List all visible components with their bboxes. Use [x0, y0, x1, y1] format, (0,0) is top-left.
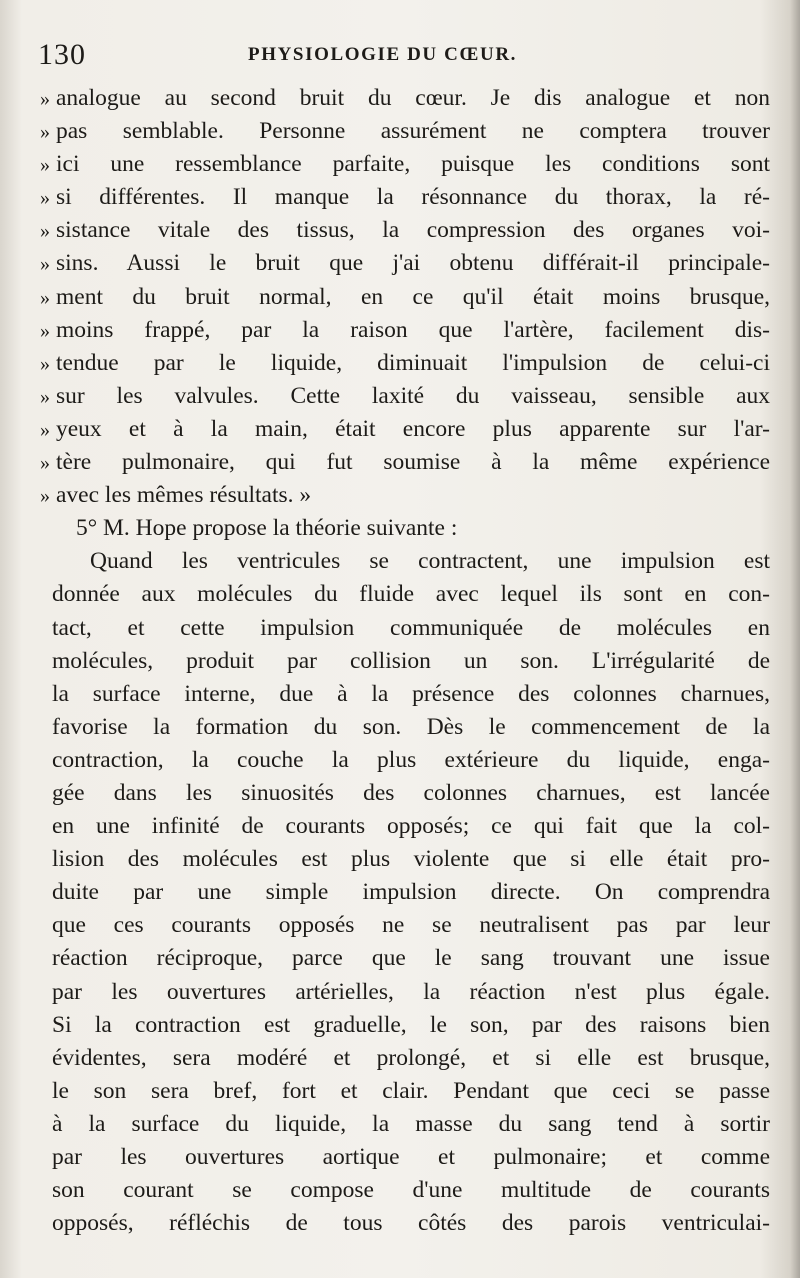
- page-header: [38, 36, 758, 72]
- page-gutter-shadow: [790, 0, 800, 1278]
- line-text: que ces courants opposés ne se neutralisent pas par leur: [52, 912, 770, 939]
- line-text: sins. Aussi le bruit que j'ai obtenu différait-il principale-: [56, 250, 770, 277]
- line-text: gée dans les sinuosités des colonnes charnues, est lancée: [52, 779, 770, 806]
- line-text: sur les valvules. Cette laxité du vaisseau, sensible aux: [56, 382, 770, 409]
- line-text: réaction réciproque, parce que le sang trouvant une issue: [52, 945, 770, 972]
- text-line: [40, 1141, 770, 1174]
- line-text: lision des molécules est plus violente que si elle était pro-: [52, 846, 770, 873]
- line-text: molécules, produit par collision un son. L'irrégularité de: [52, 647, 770, 674]
- page-number: 130: [38, 38, 86, 71]
- line-text: opposés, réfléchis de tous côtés des parois ventriculai-: [52, 1210, 770, 1237]
- line-text: sistance vitale des tissus, la compression des organes voi-: [56, 217, 770, 244]
- line-text: pas semblable. Personne assurément ne comptera trouver: [56, 118, 770, 145]
- quote-mark: »: [40, 452, 50, 475]
- text-line: [40, 612, 770, 645]
- line-text: ici une ressemblance parfaite, puisque les conditions sont: [56, 151, 770, 178]
- text-line: [40, 1207, 770, 1240]
- text-line: [40, 115, 770, 148]
- quote-mark: »: [40, 418, 50, 441]
- text-line: [40, 1009, 770, 1042]
- line-text: à la surface du liquide, la masse du sang tend à sortir: [52, 1110, 770, 1137]
- line-text: favorise la formation du son. Dès le commencement de la: [52, 713, 770, 740]
- text-line: [40, 678, 770, 711]
- line-text: analogue au second bruit du cœur. Je dis analogue et non: [56, 85, 770, 111]
- quote-mark: »: [40, 220, 50, 243]
- text-line: [40, 711, 770, 744]
- quote-mark: »: [40, 286, 50, 309]
- text-line: [40, 314, 770, 347]
- text-line: [40, 909, 770, 942]
- text-line: [40, 413, 770, 446]
- text-line: [40, 181, 770, 214]
- text-line: [40, 578, 770, 611]
- line-text: la surface interne, due à la présence des colonnes charnues,: [52, 680, 770, 707]
- line-text: Si la contraction est graduelle, le son, par des raisons bien: [52, 1011, 770, 1038]
- quote-mark: »: [40, 485, 50, 508]
- running-title: PHYSIOLOGIE DU CŒUR.: [248, 44, 517, 65]
- text-line: [40, 876, 770, 909]
- line-text: yeux et à la main, était encore plus apparente sur l'ar-: [56, 415, 770, 442]
- quote-mark: »: [40, 88, 50, 110]
- text-line: [40, 545, 770, 578]
- quote-mark: »: [40, 253, 50, 276]
- line-text: Quand les ventricules se contractent, une impulsion est: [90, 548, 770, 575]
- line-text: par les ouvertures aortique et pulmonaire; et comme: [52, 1144, 770, 1170]
- line-text: le son sera bref, fort et clair. Pendant que ceci se passe: [52, 1077, 770, 1104]
- line-text: en une infinité de courants opposés; ce qui fait que la col-: [52, 813, 770, 840]
- body-text: [40, 82, 770, 1240]
- line-text: moins frappé, par la raison que l'artère, facilement dis-: [56, 316, 770, 343]
- text-line: [40, 744, 770, 777]
- line-text: avec les mêmes résultats. »: [56, 482, 312, 509]
- line-text: tendue par le liquide, diminuait l'impulsion de celui-ci: [56, 349, 770, 376]
- line-text: 5° M. Hope propose la théorie suivante :: [76, 515, 458, 542]
- line-text: duite par une simple impulsion directe. On comprendra: [52, 879, 770, 906]
- quote-mark: »: [40, 319, 50, 342]
- text-line: [40, 1108, 770, 1141]
- line-text: contraction, la couche la plus extérieure du liquide, enga-: [52, 746, 770, 773]
- text-line: [40, 1075, 770, 1108]
- line-text: son courant se compose d'une multitude de courants: [52, 1177, 770, 1204]
- line-text: par les ouvertures artérielles, la réaction n'est plus égale.: [52, 978, 770, 1005]
- text-line: [40, 810, 770, 843]
- line-text: tère pulmonaire, qui fut soumise à la même expérience: [56, 449, 770, 476]
- text-line: [40, 214, 770, 247]
- quote-mark: »: [40, 154, 50, 177]
- text-line: [40, 247, 770, 280]
- text-line: [40, 1174, 770, 1207]
- quote-mark: »: [40, 385, 50, 408]
- text-line: [40, 1042, 770, 1075]
- text-line: [40, 347, 770, 380]
- text-line: [40, 281, 770, 314]
- text-line: [40, 446, 770, 479]
- text-line: [40, 479, 770, 512]
- text-line: [40, 942, 770, 975]
- text-line: [40, 82, 770, 115]
- line-text: évidentes, sera modéré et prolongé, et si elle est brusque,: [52, 1044, 770, 1071]
- quote-mark: »: [40, 121, 50, 144]
- text-line: [40, 380, 770, 413]
- text-line: [40, 148, 770, 181]
- text-line: [40, 645, 770, 678]
- line-text: donnée aux molécules du fluide avec lequel ils sont en con-: [52, 581, 770, 608]
- line-text: ment du bruit normal, en ce qu'il était moins brusque,: [56, 283, 770, 310]
- text-line: [40, 843, 770, 876]
- line-text: si différentes. Il manque la résonnance du thorax, la ré-: [56, 184, 770, 211]
- text-line: [40, 777, 770, 810]
- quote-mark: »: [40, 352, 50, 375]
- text-line: [40, 512, 770, 545]
- line-text: tact, et cette impulsion communiquée de molécules en: [52, 614, 770, 641]
- text-line: [40, 976, 770, 1009]
- quote-mark: »: [40, 187, 50, 210]
